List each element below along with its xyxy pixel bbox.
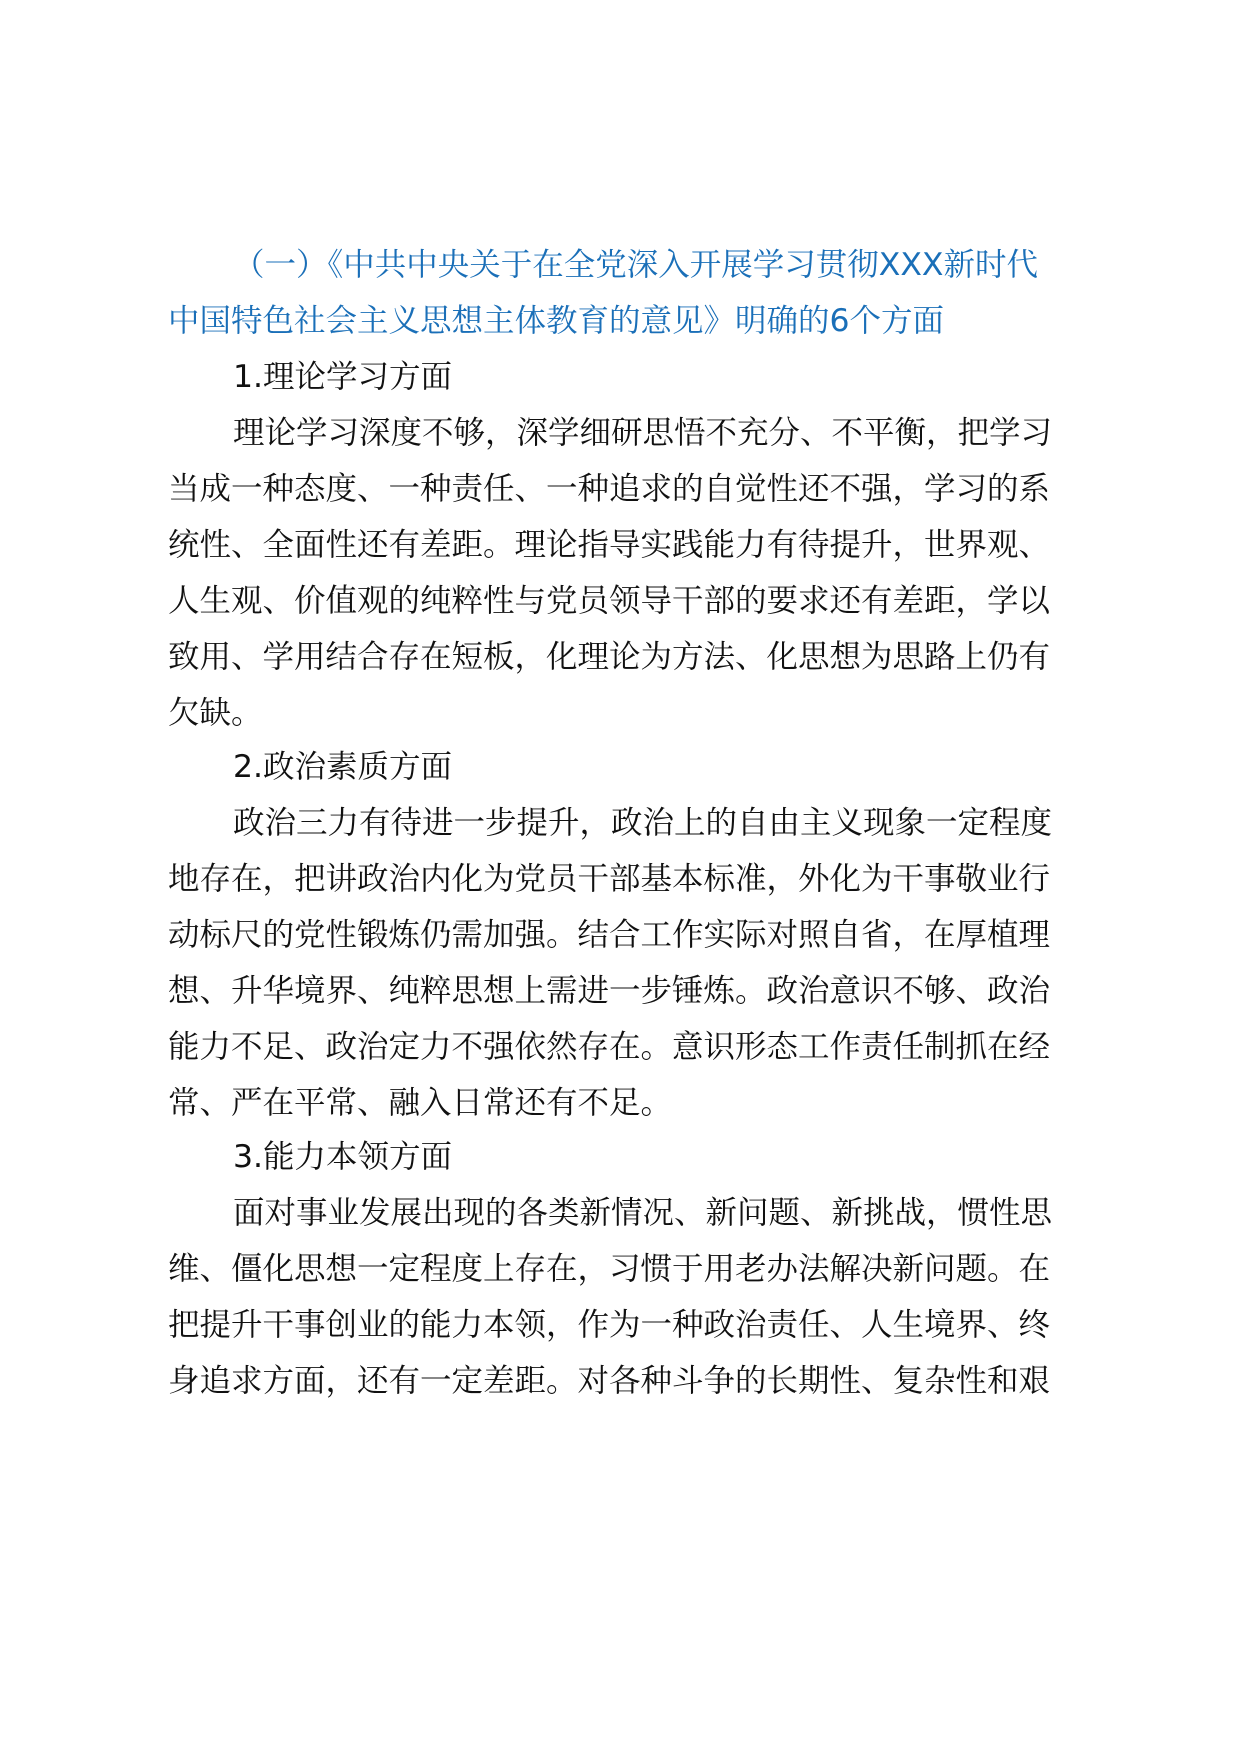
section-1-line-2: 当成一种态度、一种责任、一种追求的自觉性还不强，学习的系 <box>168 471 1051 507</box>
section-1-line-5: 致用、学用结合存在短板，化理论为方法、化思想为思路上仍有 <box>168 639 1051 675</box>
section-3-line-3: 把提升干事创业的能力本领，作为一种政治责任、人生境界、终 <box>168 1307 1051 1343</box>
section-2-line-6: 常、严在平常、融入日常还有不足。 <box>168 1085 673 1121</box>
section-3-line-2: 维、僵化思想一定程度上存在，习惯于用老办法解决新问题。在 <box>168 1251 1051 1287</box>
section-1-line-6: 欠缺。 <box>168 695 263 731</box>
section-2-line-4: 想、升华境界、纯粹思想上需进一步锤炼。政治意识不够、政治 <box>168 973 1051 1009</box>
section-2-line-5: 能力不足、政治定力不强依然存在。意识形态工作责任制抓在经 <box>168 1029 1051 1065</box>
section-1-line-1: 理论学习深度不够，深学细研思悟不充分、不平衡，把学习 <box>233 415 1053 451</box>
section-1-line-3: 统性、全面性还有差距。理论指导实践能力有待提升，世界观、 <box>168 527 1051 563</box>
section-1-title: 1.理论学习方面 <box>233 359 453 395</box>
section-2-line-1: 政治三力有待进一步提升，政治上的自由主义现象一定程度 <box>233 805 1053 841</box>
section-1-line-4: 人生观、价值观的纯粹性与党员领导干部的要求还有差距，学以 <box>168 583 1051 619</box>
section-2-line-2: 地存在，把讲政治内化为党员干部基本标准，外化为干事敬业行 <box>168 861 1051 897</box>
heading-line-2: 中国特色社会主义思想主体教育的意见》明确的6个方面 <box>168 303 945 339</box>
section-2-line-3: 动标尺的党性锻炼仍需加强。结合工作实际对照自省，在厚植理 <box>168 917 1051 953</box>
section-3-title: 3.能力本领方面 <box>233 1139 453 1175</box>
heading-line-1: （一）《中共中央关于在全党深入开展学习贯彻XXX新时代 <box>233 247 1038 283</box>
section-3-line-1: 面对事业发展出现的各类新情况、新问题、新挑战，惯性思 <box>233 1195 1053 1231</box>
section-3-line-4: 身追求方面，还有一定差距。对各种斗争的长期性、复杂性和艰 <box>168 1363 1051 1399</box>
section-2-title: 2.政治素质方面 <box>233 749 453 785</box>
